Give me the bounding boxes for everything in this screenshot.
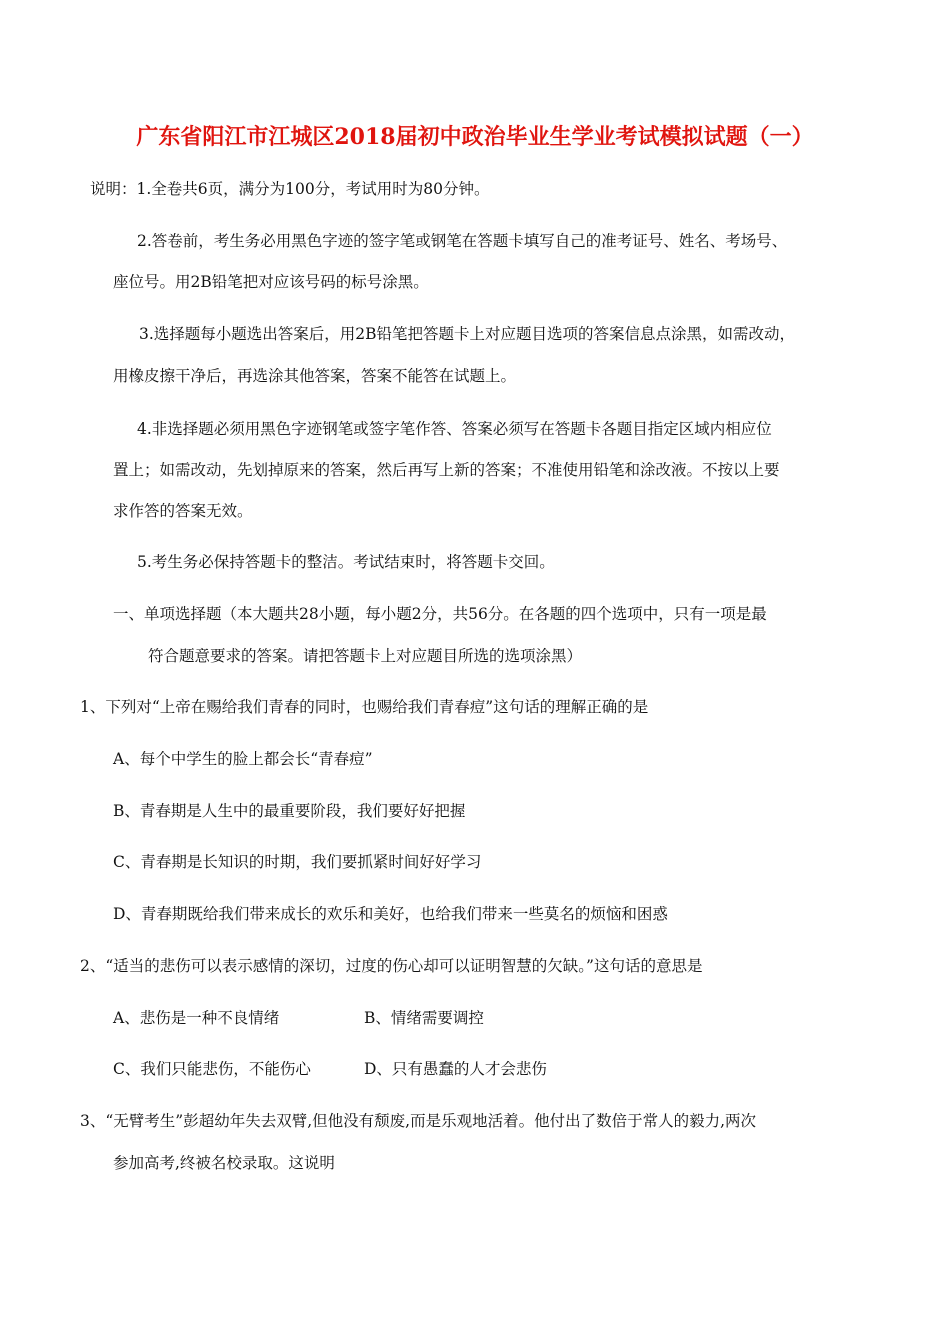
note-4-line-1: 4.非选择题必须用黑色字迹钢笔或签字笔作答、答案必须写在答题卡各题目指定区域内相应位	[137, 420, 772, 438]
question-2-option-d: D、只有愚蠢的人才会悲伤	[364, 1060, 547, 1078]
note-4-line-2: 置上；如需改动，先划掉原来的答案，然后再写上新的答案；不准使用铅笔和涂改液。不按以上要	[113, 461, 780, 479]
section-heading-line-1: 一、单项选择题（本大题共28小题，每小题2分，共56分。在各题的四个选项中，只有一项是最	[113, 605, 767, 623]
note-3-line-1: 3.选择题每小题选出答案后，用2B铅笔把答题卡上对应题目选项的答案信息点涂黑，如需改动，	[139, 325, 796, 343]
note-5: 5.考生务必保持答题卡的整洁。考试结束时，将答题卡交回。	[137, 553, 555, 571]
question-1-option-b: B、青春期是人生中的最重要阶段，我们要好好把握	[113, 802, 466, 820]
note-1: 说明：1.全卷共6页，满分为100分，考试用时为80分钟。	[90, 180, 490, 198]
note-4-line-3: 求作答的答案无效。	[113, 502, 253, 520]
question-2-option-a: A、悲伤是一种不良情绪	[113, 1009, 280, 1027]
question-3-stem-line-2: 参加高考,终被名校录取。这说明	[113, 1154, 335, 1172]
question-3-stem-line-1: 3、“无臂考生”彭超幼年失去双臂,但他没有颓废,而是乐观地活着。他付出了数倍于常人的毅力,两次	[80, 1112, 756, 1130]
note-2-line-1: 2.答卷前，考生务必用黑色字迹的签字笔或钢笔在答题卡填写自己的准考证号、姓名、考场号、	[137, 232, 788, 250]
note-2-line-2: 座位号。用2B铅笔把对应该号码的标号涂黑。	[113, 273, 429, 291]
note-3-line-2: 用橡皮擦干净后，再选涂其他答案，答案不能答在试题上。	[113, 367, 517, 385]
question-2-stem: 2、“适当的悲伤可以表示感情的深切，过度的伤心却可以证明智慧的欠缺。”这句话的意思是	[80, 957, 703, 975]
question-2-option-c: C、我们只能悲伤，不能伤心	[113, 1060, 311, 1078]
question-1-option-c: C、青春期是长知识的时期，我们要抓紧时间好好学习	[113, 853, 482, 871]
section-heading-line-2: 符合题意要求的答案。请把答题卡上对应题目所选的选项涂黑）	[148, 647, 583, 665]
question-1-stem: 1、下列对“上帝在赐给我们青春的同时，也赐给我们青春痘”这句话的理解正确的是	[80, 698, 649, 716]
question-2-option-b: B、情绪需要调控	[364, 1009, 484, 1027]
question-1-option-d: D、青春期既给我们带来成长的欢乐和美好，也给我们带来一些莫名的烦恼和困惑	[113, 905, 668, 923]
question-1-option-a: A、每个中学生的脸上都会长“青春痘”	[113, 750, 373, 768]
exam-title: 广东省阳江市江城区2018届初中政治毕业生学业考试模拟试题（一）	[136, 124, 814, 150]
